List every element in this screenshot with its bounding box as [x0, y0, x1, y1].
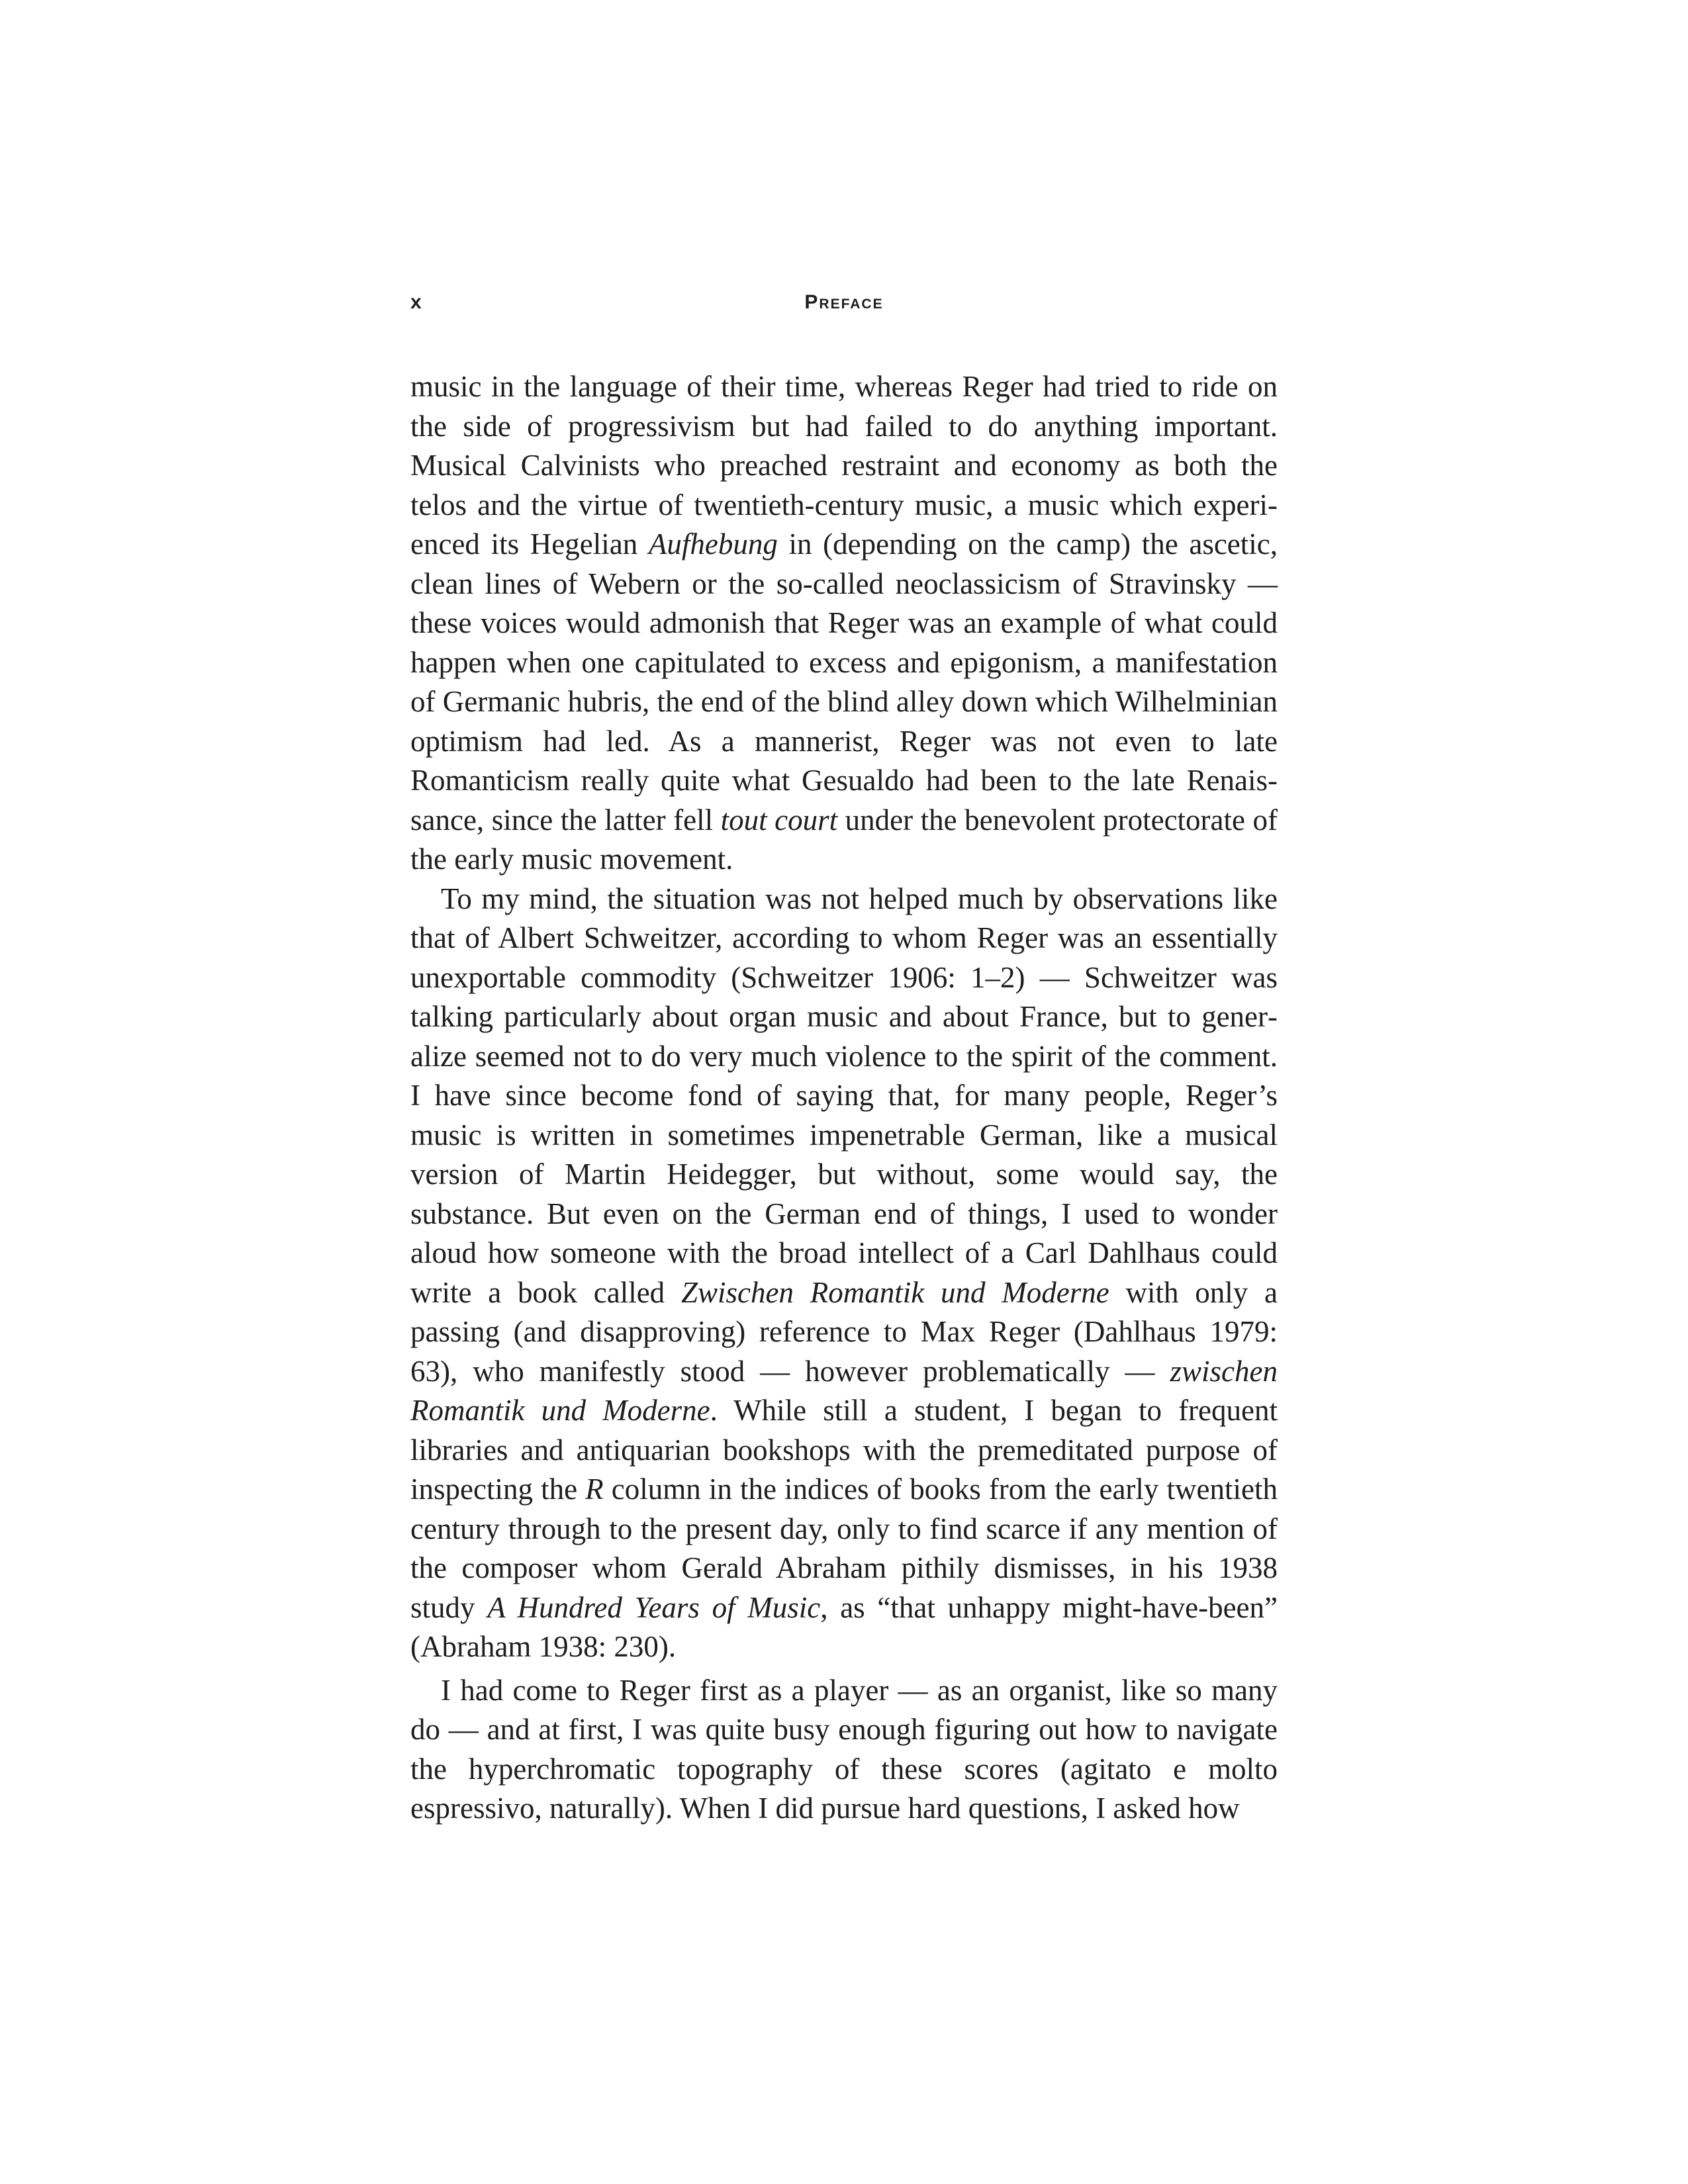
body-text — [410, 367, 1278, 1829]
italic-term: zwischen Romantik und Moderne — [410, 1354, 1278, 1427]
running-head: Preface — [804, 291, 884, 313]
book-title: Zwischen Romantik und Moderne — [680, 1275, 1109, 1309]
italic-term: tout court — [720, 803, 838, 837]
book-title: A Hundred Years of Music — [487, 1590, 821, 1624]
paragraph: To my mind, the situation was not helped much by observations like that of Albert Schweitzer, according to whom Reger was an essentially unexportable commodity (Schweitzer 1906: 1–2) — Schweitzer was talking particularly about organ music and about France, but to generalize seemed not to do very much violence to the spirit of the comment. I have since become fond of saying that, for many people, Reger’s music is written in sometimes impenetrable German, like a musical version of Martin Heidegger, but without, some would say, the substance. But even on the German end of things, I used to wonder aloud how someone with the broad intellect of a Carl Dahlhaus could write a book called Zwischen Romantik und Moderne with only a passing (and disapproving) reference to Max Reger (Dahlhaus 1979: 63), who manifestly stood — however problematically — zwischen Romantik und Moderne. While still a student, I began to frequent libraries and antiquarian bookshops with the premeditated purpose of inspecting the R column in the indices of books from the early twentieth century through to the present day, only to find scarce if any mention of the composer whom Gerald Abraham pithily dismisses, in his 1938 study A Hundred Years of Music, as “that unhappy might-have-been” (Abraham 1938: 230). — [410, 882, 1278, 1663]
paragraph: I had come to Reger first as a player — as an organist, like so many do — and at first, I was quite busy enough figuring out how to navigate the hyperchromatic topography of these scores (agitato e molto espressivo, naturally). When I did pursue hard questions, I asked how — [410, 1673, 1278, 1825]
italic-term: Aufhebung — [648, 527, 778, 561]
page-number: x — [410, 291, 422, 313]
italic-term: R — [585, 1473, 604, 1506]
page-header — [410, 291, 1278, 331]
paragraph: music in the language of their time, whereas Reger had tried to ride on the side of progressivism but had failed to do anything important. Musical Calvinists who preached restraint and economy as both the telos and the virtue of twentieth-century music, a music which experienced its Hegelian Aufhebung in (depending on the camp) the ascetic, clean lines of Webern or the so-called neoclassicism of Stravinsky — these voices would admonish that Reger was an example of what could happen when one capitulated to excess and epigonism, a manifestation of Germanic hubris, the end of the blind alley down which Wilhelminian optimism had led. As a mannerist, Reger was not even to late Romanticism really quite what Gesualdo had been to the late Renaissance, since the latter fell tout court under the benevolent protectorate of the early music movement. — [410, 370, 1278, 876]
